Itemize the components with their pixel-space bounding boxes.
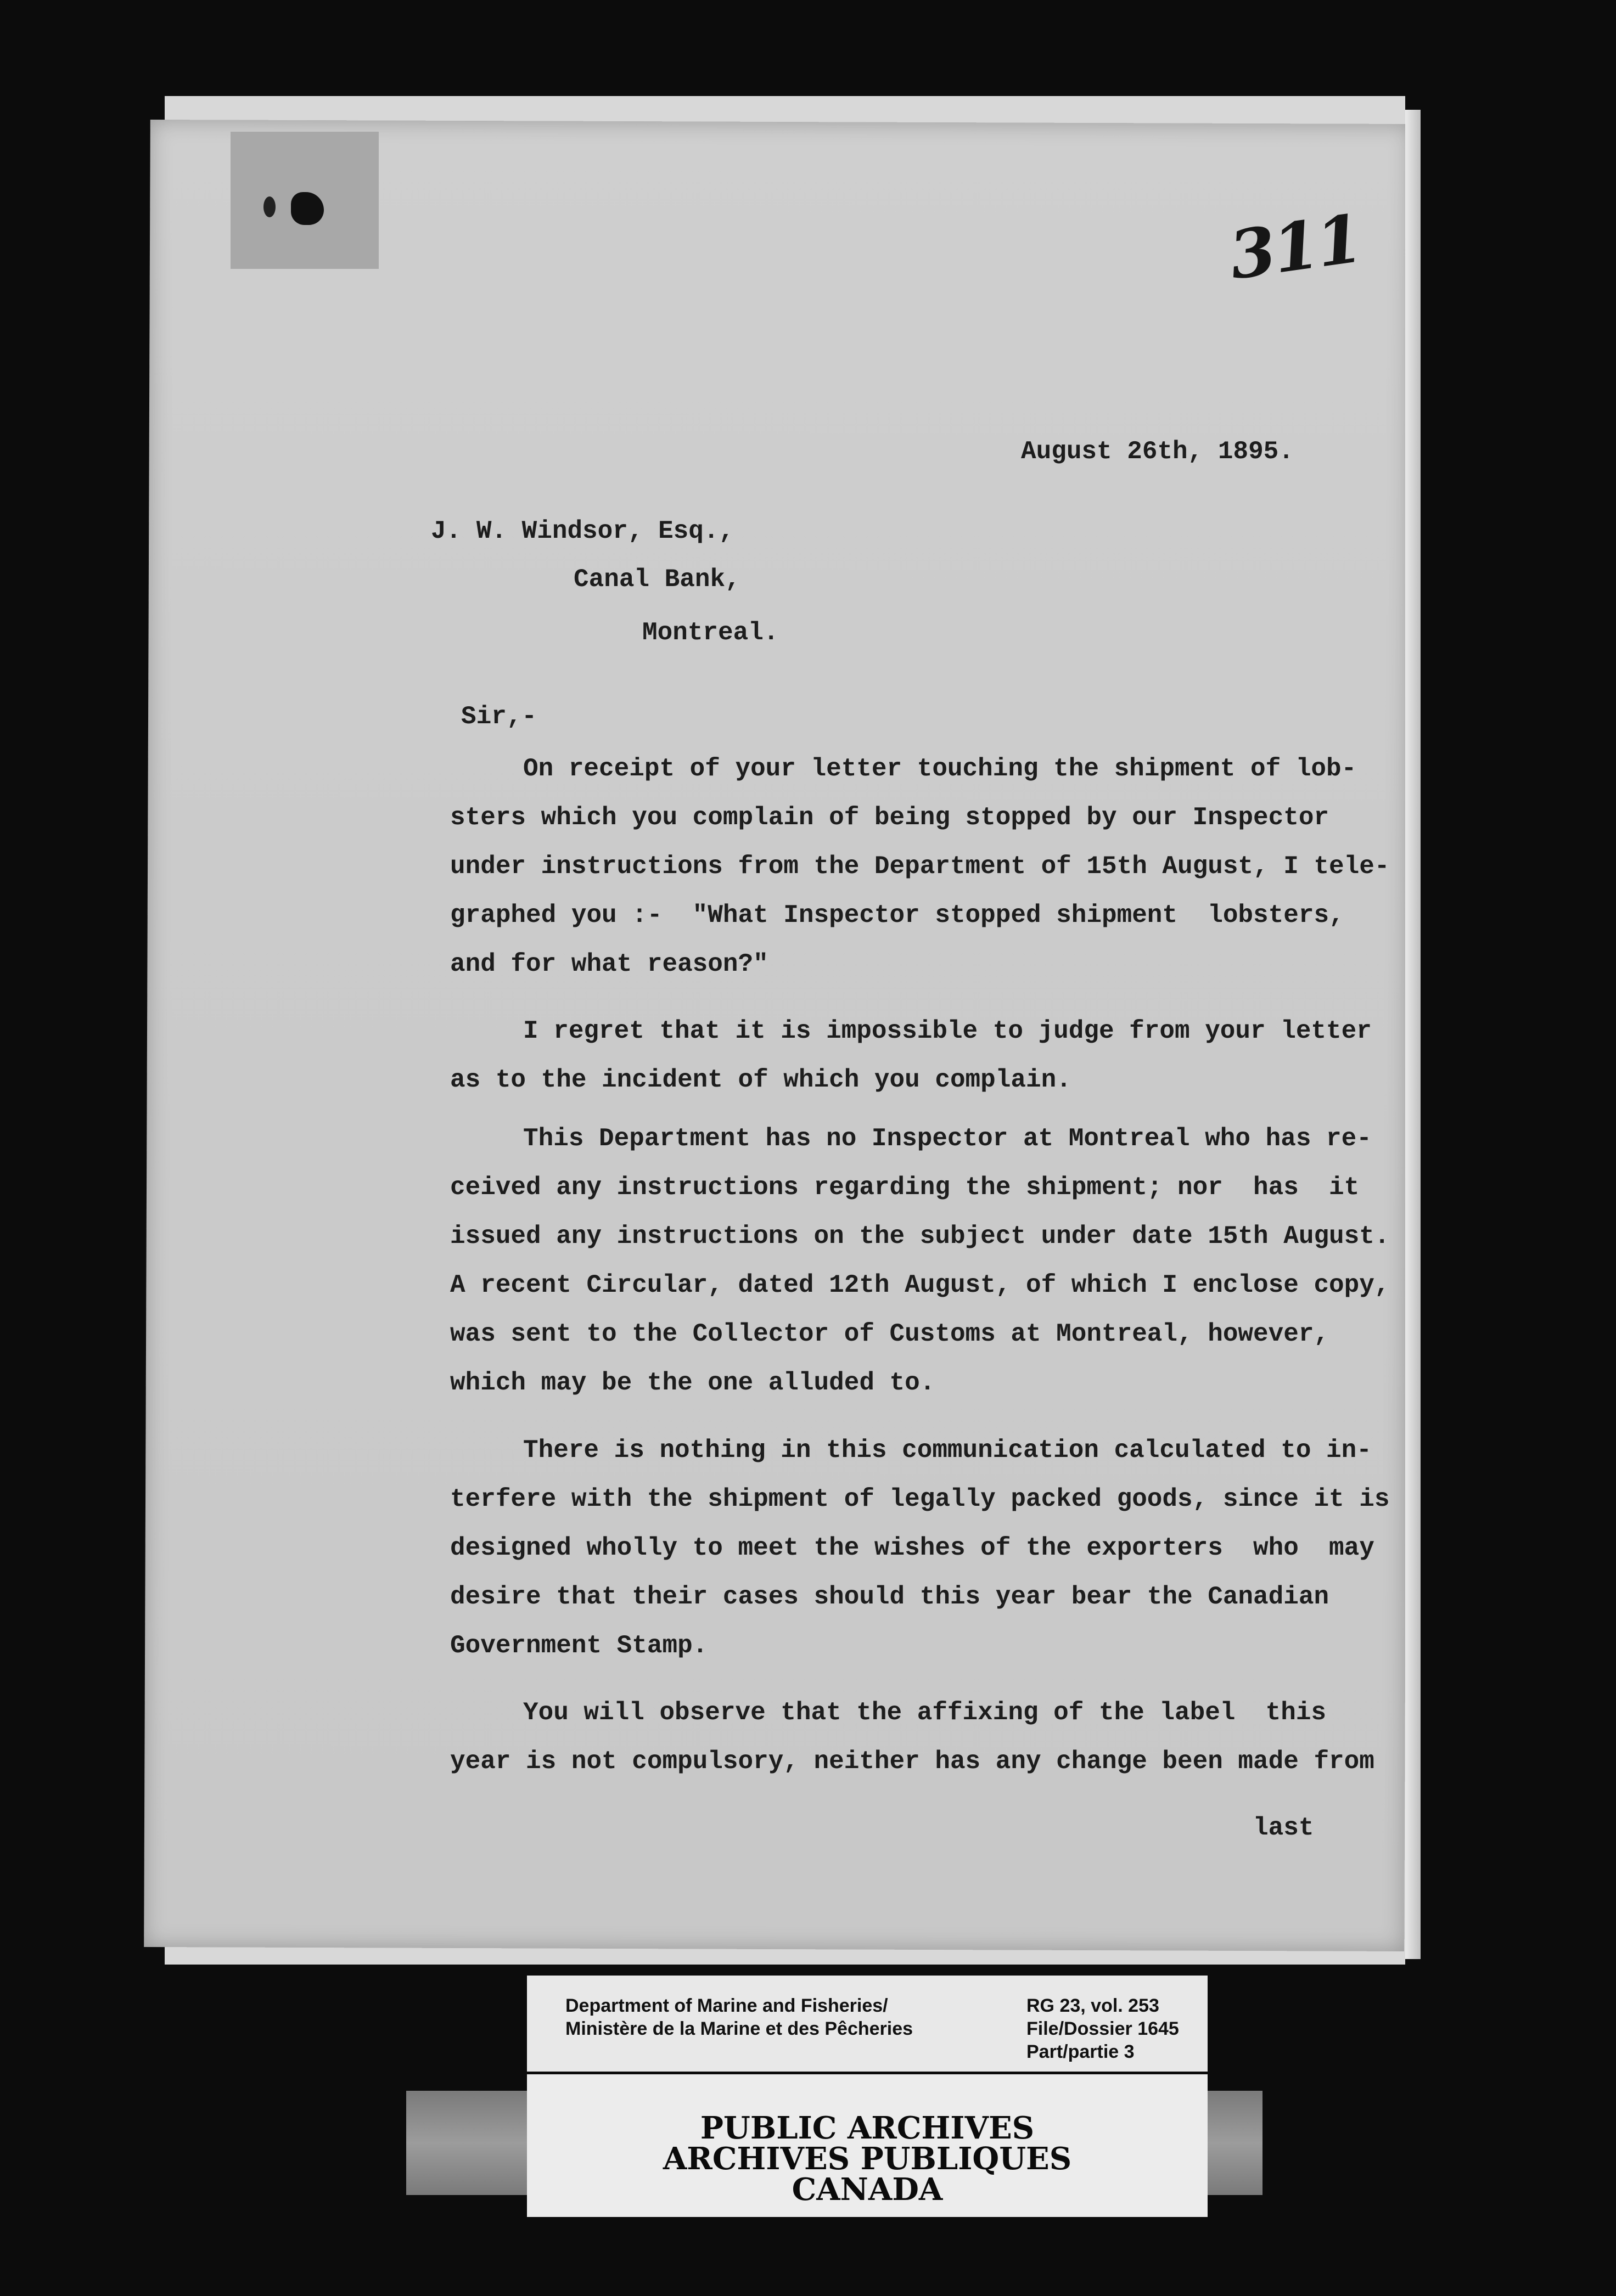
body-line: A recent Circular, dated 12th August, of which I enclose copy, <box>450 1271 1390 1299</box>
continuation-word: last <box>1253 1814 1314 1842</box>
body-line: issued any instructions on the subject under date 15th August. <box>450 1222 1390 1251</box>
body-line: On receipt of your letter touching the shipment of lob- <box>523 755 1357 783</box>
department-english: Department of Marine and Fisheries/ <box>565 1995 888 2016</box>
body-line: sters which you complain of being stopped by our Inspector <box>450 803 1329 832</box>
body-line: and for what reason?" <box>450 950 768 978</box>
ink-mark <box>263 196 276 217</box>
addressee-street: Canal Bank, <box>574 565 740 594</box>
page-edge <box>1405 110 1421 1959</box>
body-line: as to the incident of which you complain. <box>450 1066 1071 1094</box>
record-group: RG 23, vol. 253 <box>1026 1995 1159 2016</box>
body-line: I regret that it is impossible to judge from your letter <box>523 1017 1372 1045</box>
department-french: Ministère de la Marine et des Pêcheries <box>565 2018 913 2039</box>
body-line: You will observe that the affixing of the label this <box>523 1698 1327 1727</box>
body-line: year is not compulsory, neither has any change been made from <box>450 1747 1374 1776</box>
archive-reference-label <box>527 1976 1208 2072</box>
addressee-city: Montreal. <box>642 618 779 647</box>
body-line: There is nothing in this communication calculated to in- <box>523 1436 1372 1465</box>
body-line: which may be the one alluded to. <box>450 1369 935 1397</box>
stamp-line-2: ARCHIVES PUBLIQUES <box>663 2141 1072 2177</box>
body-line: ceived any instructions regarding the shipment; nor has it <box>450 1173 1360 1202</box>
body-line: Government Stamp. <box>450 1631 708 1660</box>
body-line: designed wholly to meet the wishes of the exporters who may <box>450 1534 1374 1562</box>
body-line: This Department has no Inspector at Montreal who has re- <box>523 1124 1372 1153</box>
body-line: desire that their cases should this year bear the Canadian <box>450 1583 1329 1611</box>
stamp-line-3: CANADA <box>792 2171 943 2208</box>
folio-number: 311 <box>1225 200 1366 295</box>
body-line: terfere with the shipment of legally packed goods, since it is <box>450 1485 1390 1513</box>
part-number: Part/partie 3 <box>1026 2041 1135 2062</box>
addressee-name: J. W. Windsor, Esq., <box>431 517 734 545</box>
stamp-line-1: PUBLIC ARCHIVES <box>700 2110 1035 2146</box>
salutation: Sir,- <box>461 702 537 731</box>
body-line: under instructions from the Department of 15th August, I tele- <box>450 852 1390 881</box>
body-line: graphed you :- "What Inspector stopped shipment lobsters, <box>450 901 1344 930</box>
file-number: File/Dossier 1645 <box>1026 2018 1179 2039</box>
letter-date: August 26th, 1895. <box>1021 437 1294 466</box>
archive-stamp <box>527 2074 1208 2217</box>
body-line: was sent to the Collector of Customs at Montreal, however, <box>450 1320 1329 1348</box>
